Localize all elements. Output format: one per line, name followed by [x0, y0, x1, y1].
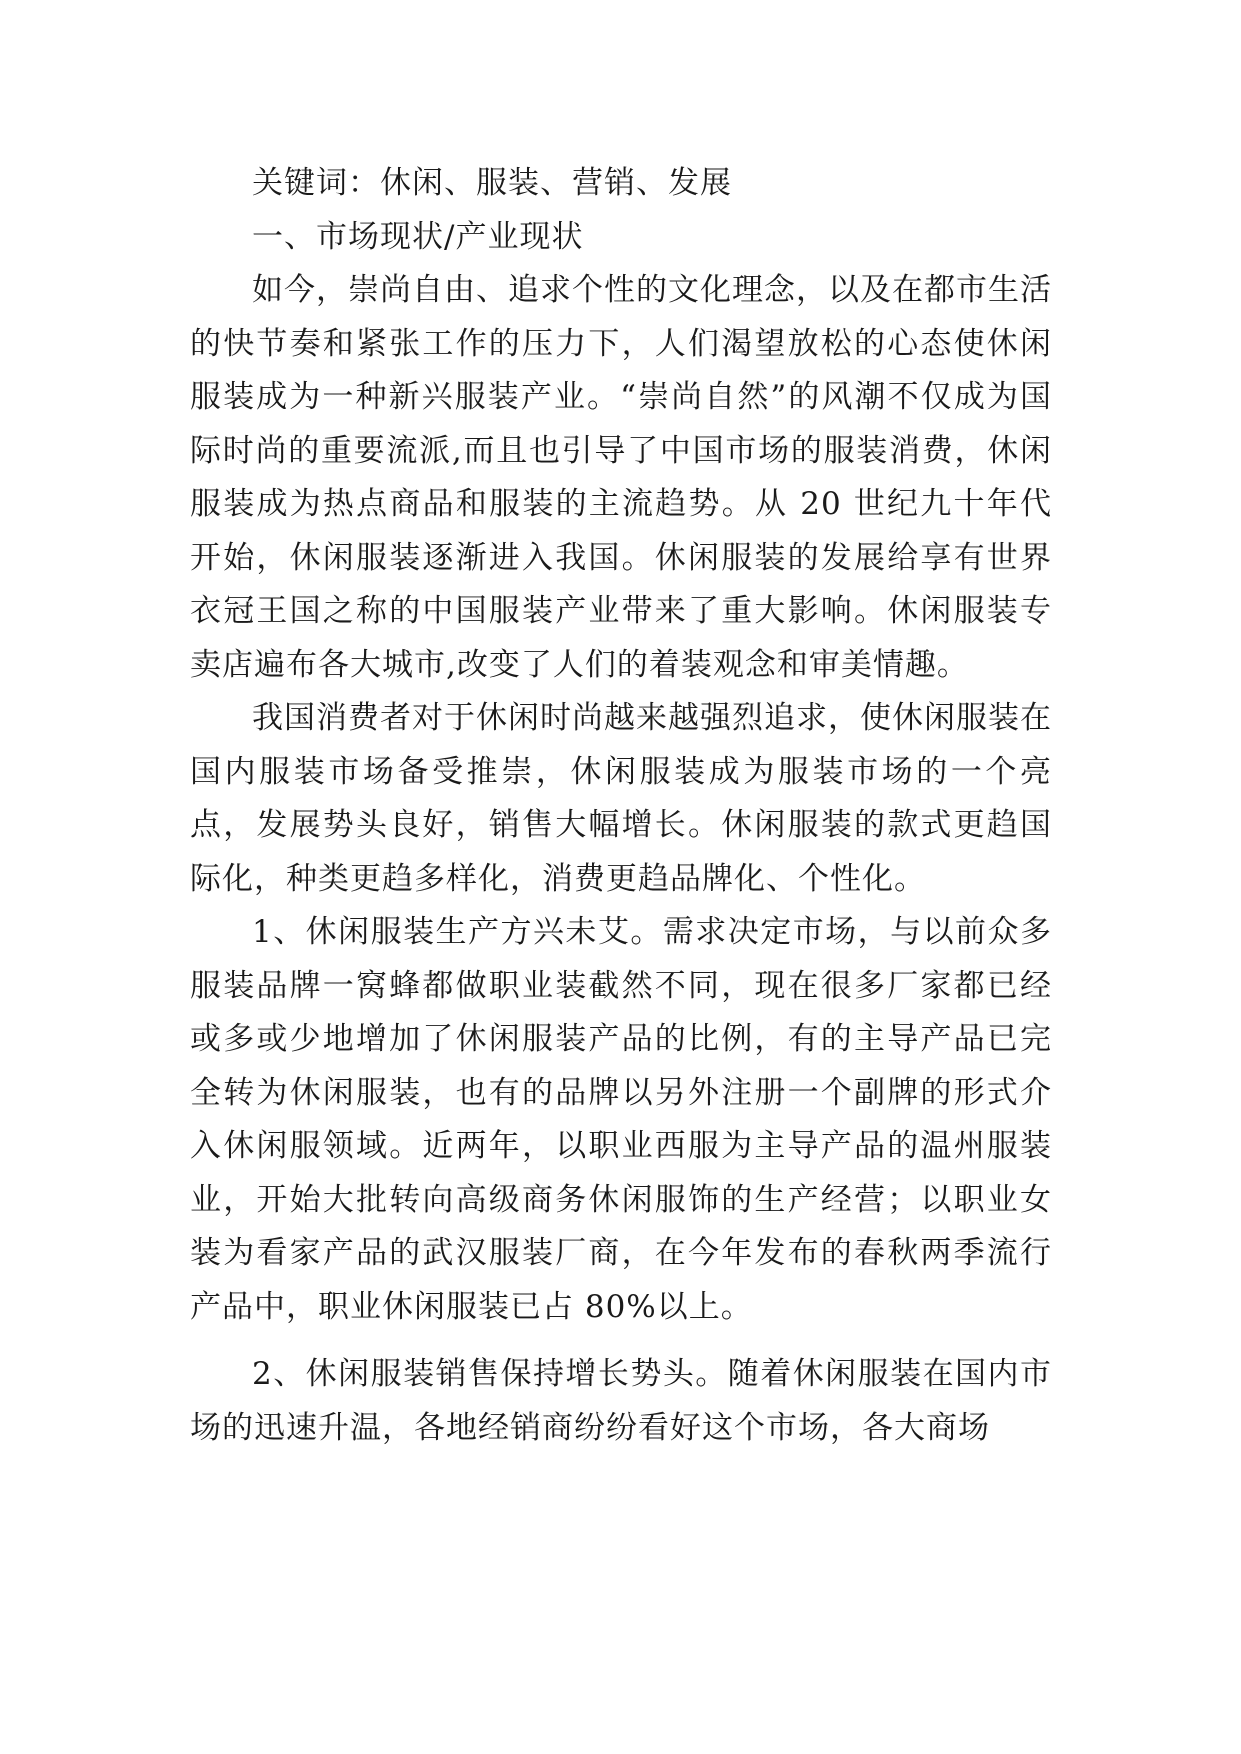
paragraph: 2、休闲服装销售保持增长势头。随着休闲服装在国内市场的迅速升温，各地经销商纷纷看好这个市场，各大商场	[190, 1356, 1052, 1446]
paragraph: 如今，崇尚自由、追求个性的文化理念，以及在都市生活的快节奏和紧张工作的压力下，人们渴望放松的心态使休闲服装成为一种新兴服装产业。“崇尚自然”的风潮不仅成为国际时尚的重要流派,而且也引导了中国市场的服装消费，休闲服装成为热点商品和服装的主流趋势。从 20 世纪九十年代开始，休闲服装逐渐进入我国。休闲服装的发展给享有世界衣冠王国之称的中国服装产业带来了重大影响。休闲服装专卖店遍布各大城市,改变了人们的着装观念和审美情趣。	[190, 272, 1052, 683]
section-heading: 一、市场现状/产业现状	[252, 218, 584, 255]
paragraph: 我国消费者对于休闲时尚越来越强烈追求，使休闲服装在国内服装市场备受推崇，休闲服装成为服装市场的一个亮点，发展势头良好，销售大幅增长。休闲服装的款式更趋国际化，种类更趋多样化，消费更趋品牌化、个性化。	[190, 700, 1052, 897]
keywords-line: 关键词：休闲、服装、营销、发展	[252, 165, 732, 201]
document-body	[190, 157, 1052, 1455]
paragraph: 1、休闲服装生产方兴未艾。需求决定市场，与以前众多服装品牌一窝蜂都做职业装截然不同，现在很多厂家都已经或多或少地增加了休闲服装产品的比例，有的主导产品已完全转为休闲服装，也有的品牌以另外注册一个副牌的形式介入休闲服领域。近两年，以职业西服为主导产品的温州服装业，开始大批转向高级商务休闲服饰的生产经营；以职业女装为看家产品的武汉服装厂商，在今年发布的春秋两季流行产品中，职业休闲服装已占 80%以上。	[190, 914, 1052, 1325]
